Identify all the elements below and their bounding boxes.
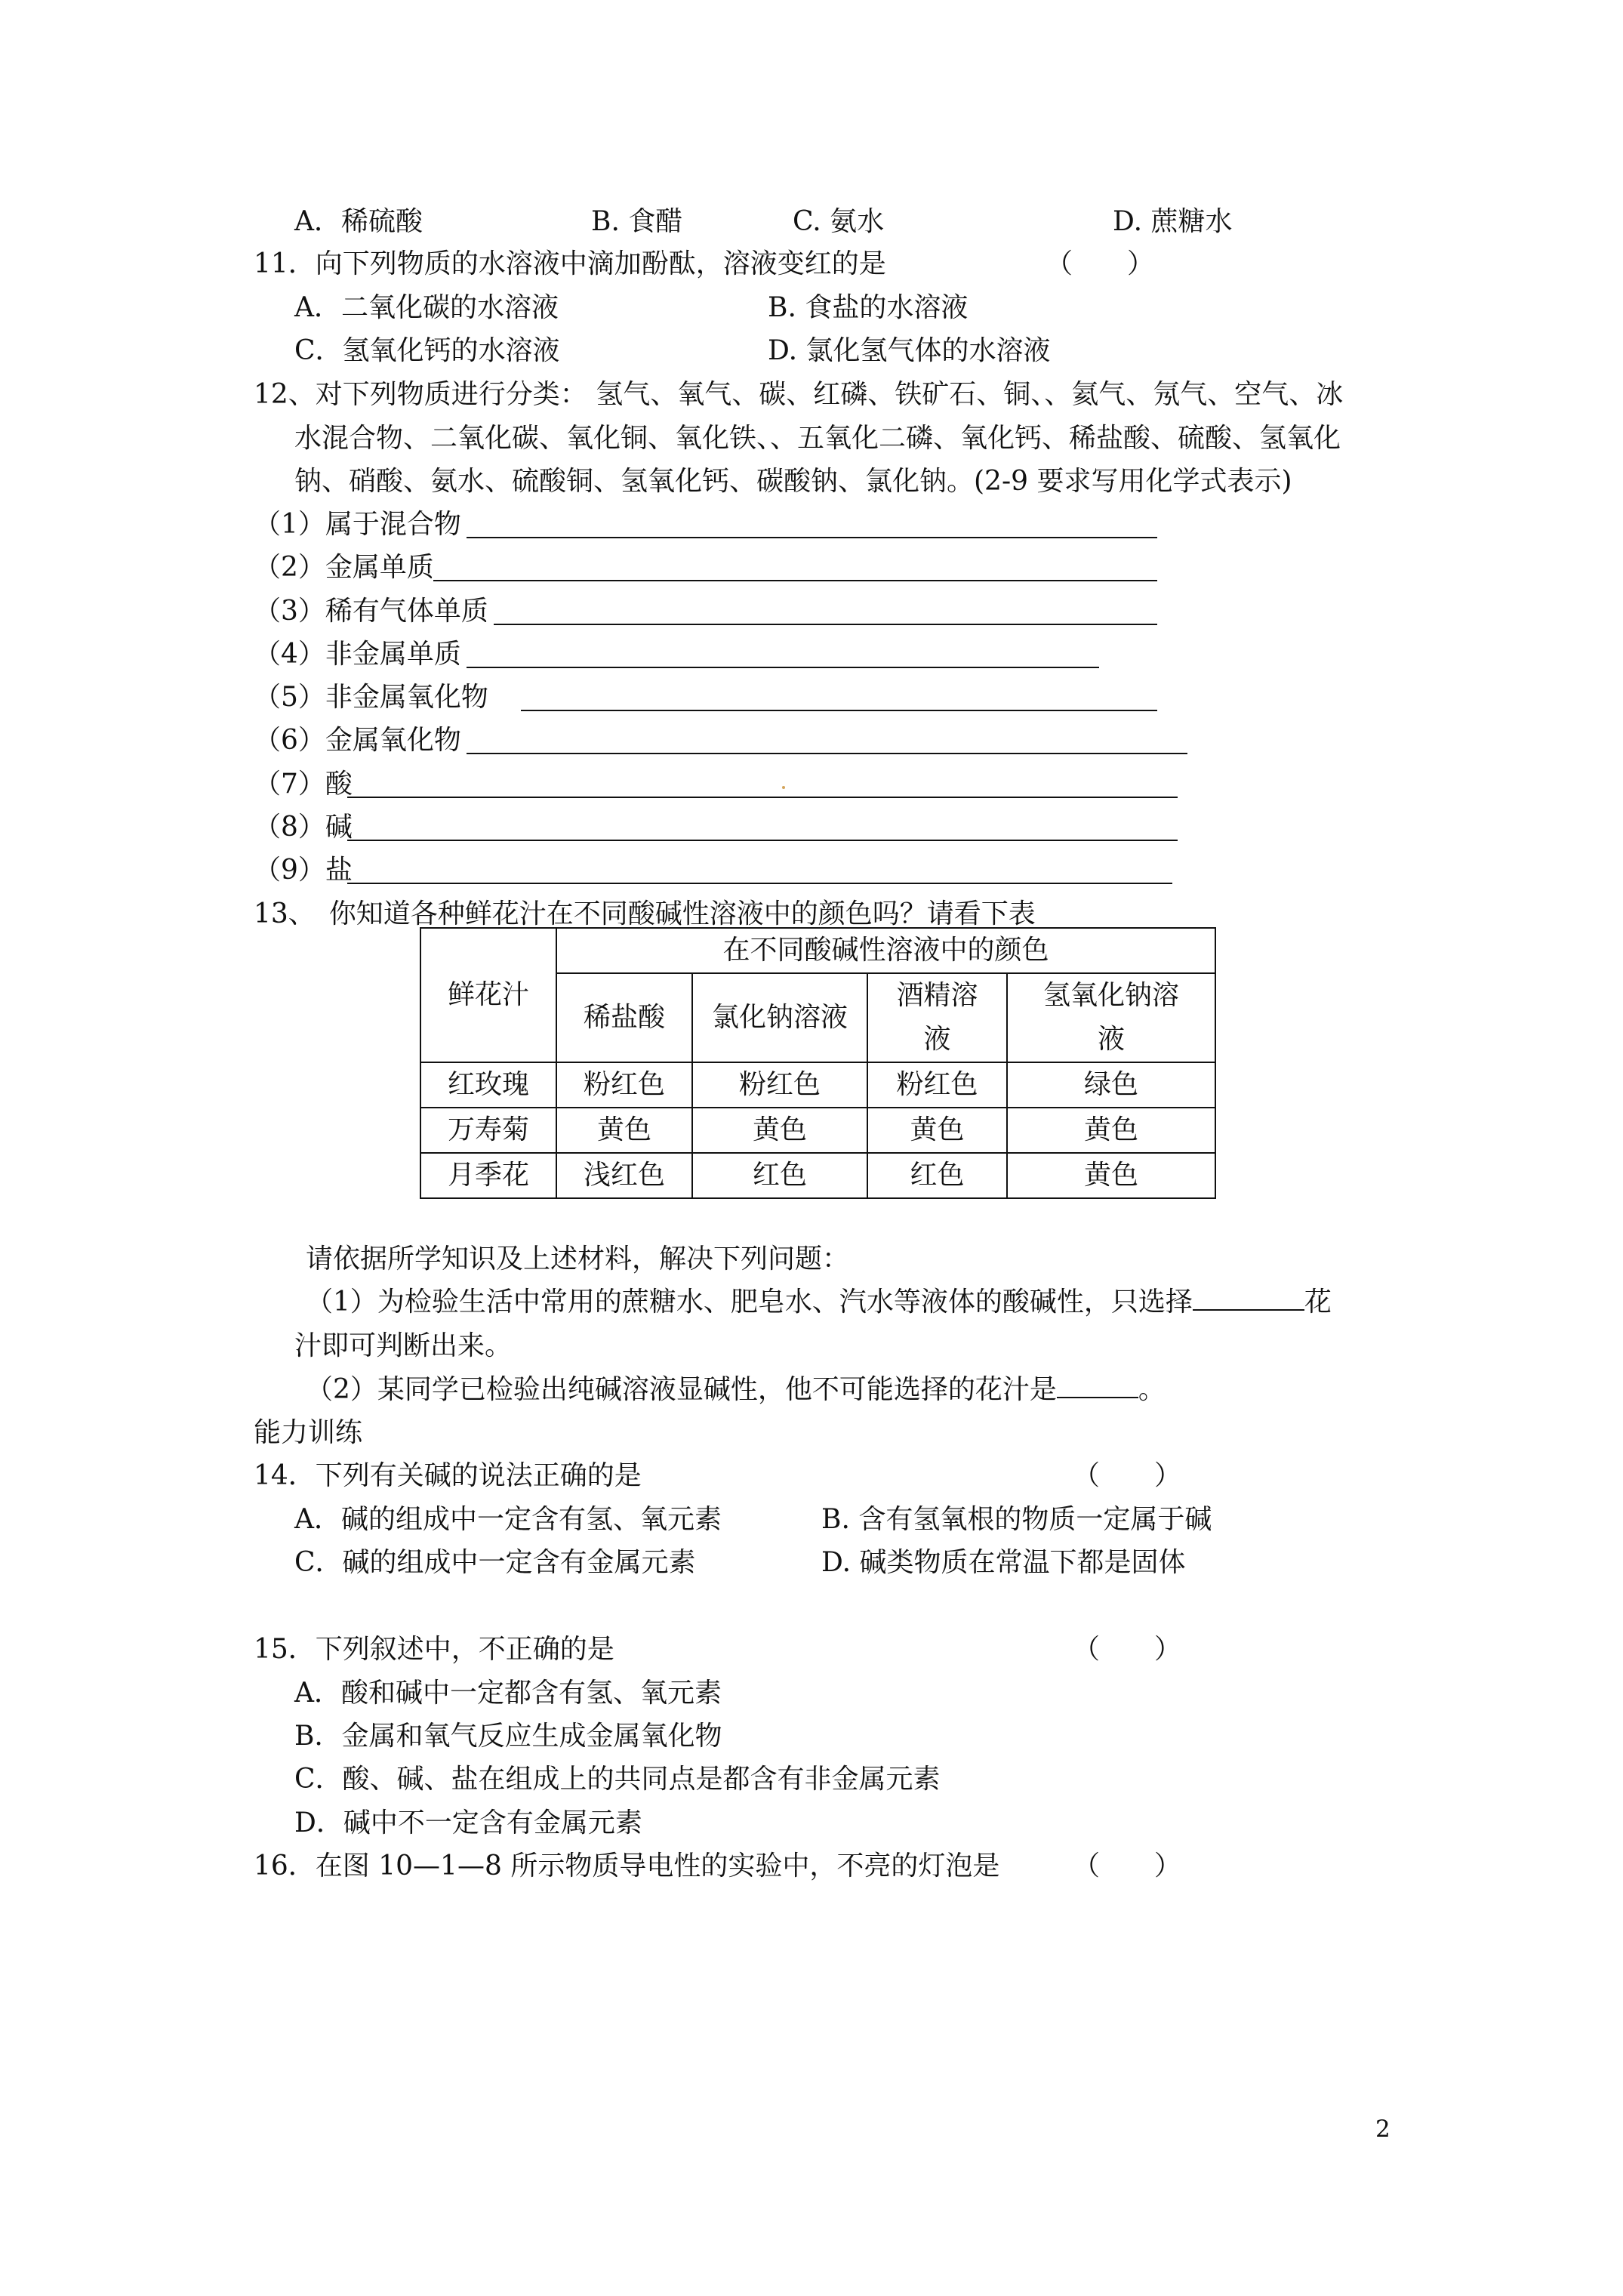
q12-text-line-2: 水混合物、二氧化碳、氧化铜、氧化铁、、五氧化二磷、氧化钙、稀盐酸、硫酸、氢氧化 xyxy=(294,423,1341,454)
q13-stem: 13、 你知道各种鲜花汁在不同酸碱性溶液中的颜色吗？请看下表 xyxy=(254,898,1036,929)
q12-blank-1[interactable] xyxy=(467,537,1157,538)
table-column-header: 氯化钠溶液 xyxy=(692,973,867,1062)
table-cell: 黄色 xyxy=(692,1108,867,1153)
q16-stem: 16．在图 10—1—8 所示物质导电性的实验中，不亮的灯泡是 xyxy=(254,1851,1000,1881)
q10-option-b: B. 食醋 xyxy=(591,206,683,237)
q12-item-4: （4）非金属单质 xyxy=(254,639,461,670)
q12-text-line-1: 12、对下列物质进行分类： 氢气、氧气、碳、红磷、铁矿石、铜、、氦气、氖气、空气、冰 xyxy=(254,379,1344,410)
q13-intro: 请依据所学知识及上述材料，解决下列问题： xyxy=(306,1244,850,1274)
table-row-flower: 红玫瑰 xyxy=(420,1062,556,1108)
q15-option-c: C．酸、碱、盐在组成上的共同点是都含有非金属元素 xyxy=(294,1764,941,1795)
q15-option-d: D．碱中不一定含有金属元素 xyxy=(294,1808,642,1838)
q11-option-b: B. 食盐的水溶液 xyxy=(768,292,969,323)
column-header-text: 氢氧化钠溶液 xyxy=(1042,980,1179,1055)
q11-option-c: C．氢氧化钙的水溶液 xyxy=(294,335,560,366)
table-column-header xyxy=(867,973,1007,1062)
q14-option-a: A．碱的组成中一定含有氢、氧元素 xyxy=(294,1504,722,1535)
q13-sub2-suffix: 。 xyxy=(1138,1374,1166,1405)
q13-sub1-blank[interactable] xyxy=(1193,1309,1304,1311)
q12-text-line-3: 钠、硝酸、氨水、硫酸铜、氢氧化钙、碳酸钠、氯化钠。(2-9 要求写用化学式表示) xyxy=(294,466,1292,497)
q12-item-8: （8）碱 xyxy=(254,812,353,843)
section-title: 能力训练 xyxy=(254,1417,363,1448)
q13-sub2-text: （2）某同学已检验出纯碱溶液显碱性，他不可能选择的花汁是 xyxy=(306,1374,1057,1405)
q13-sub2-line xyxy=(306,1376,1166,1404)
q12-item-1: （1）属于混合物 xyxy=(254,509,461,540)
q16-answer-paren[interactable]: （ ） xyxy=(1073,1851,1182,1881)
q14-answer-paren[interactable]: （ ） xyxy=(1073,1460,1182,1491)
column-header-text: 酒精溶液 xyxy=(896,980,978,1055)
q11-answer-paren[interactable]: （ ） xyxy=(1046,248,1155,279)
q10-option-c: C. 氨水 xyxy=(793,206,885,237)
q15-stem: 15．下列叙述中，不正确的是 xyxy=(254,1634,614,1665)
q12-blank-9[interactable] xyxy=(347,883,1172,884)
q13-sub1-line xyxy=(306,1289,1332,1316)
page-number: 2 xyxy=(1375,2116,1390,2143)
q11-stem: 11．向下列物质的水溶液中滴加酚酞，溶液变红的是 xyxy=(254,248,886,279)
table-cell: 粉红色 xyxy=(867,1062,1007,1108)
q15-answer-paren[interactable]: （ ） xyxy=(1073,1634,1182,1665)
q15-option-a: A．酸和碱中一定都含有氢、氧元素 xyxy=(294,1678,722,1709)
q13-sub1-suffix: 花 xyxy=(1304,1287,1332,1318)
q10-option-d: D. 蔗糖水 xyxy=(1113,206,1233,237)
table-cell: 绿色 xyxy=(1007,1062,1215,1108)
table-row xyxy=(420,1153,1215,1198)
q12-blank-5[interactable] xyxy=(521,710,1157,711)
q12-item-6: （6）金属氧化物 xyxy=(254,725,461,756)
q11-option-a: A．二氧化碳的水溶液 xyxy=(294,292,559,323)
table-column-header xyxy=(1007,973,1215,1062)
stray-dot xyxy=(782,786,785,789)
table-row-flower: 万寿菊 xyxy=(420,1108,556,1153)
q14-option-b: B. 含有氢氧根的物质一定属于碱 xyxy=(821,1504,1212,1535)
table-row xyxy=(420,1108,1215,1153)
table-group-header: 在不同酸碱性溶液中的颜色 xyxy=(556,928,1215,973)
q12-blank-2[interactable] xyxy=(433,580,1157,581)
q12-item-5: （5）非金属氧化物 xyxy=(254,682,488,713)
table-cell: 粉红色 xyxy=(556,1062,692,1108)
q12-blank-7[interactable] xyxy=(347,797,1178,798)
q13-sub1-continuation: 汁即可判断出来。 xyxy=(294,1330,513,1361)
table-cell: 红色 xyxy=(867,1153,1007,1198)
table-cell: 粉红色 xyxy=(692,1062,867,1108)
q12-blank-8[interactable] xyxy=(347,840,1178,841)
q12-blank-3[interactable] xyxy=(494,624,1157,625)
q14-option-d: D. 碱类物质在常温下都是固体 xyxy=(821,1547,1186,1578)
q10-option-a: A．稀硫酸 xyxy=(294,206,423,237)
table-cell: 黄色 xyxy=(556,1108,692,1153)
flower-juice-color-table xyxy=(420,927,1216,1190)
table-cell: 黄色 xyxy=(867,1108,1007,1153)
table-row-flower: 月季花 xyxy=(420,1153,556,1198)
q15-option-b: B．金属和氧气反应生成金属氧化物 xyxy=(294,1721,722,1752)
table-cell: 黄色 xyxy=(1007,1153,1215,1198)
q14-option-c: C．碱的组成中一定含有金属元素 xyxy=(294,1547,696,1578)
table-cell: 浅红色 xyxy=(556,1153,692,1198)
q12-blank-6[interactable] xyxy=(467,753,1187,754)
table-row xyxy=(420,1062,1215,1108)
q12-item-9: （9）盐 xyxy=(254,855,353,886)
q13-sub1-text: （1）为检验生活中常用的蔗糖水、肥皂水、汽水等液体的酸碱性，只选择 xyxy=(306,1287,1193,1318)
q13-sub2-blank[interactable] xyxy=(1057,1397,1138,1398)
q12-item-3: （3）稀有气体单质 xyxy=(254,596,488,627)
q12-blank-4[interactable] xyxy=(467,667,1099,668)
table-cell: 黄色 xyxy=(1007,1108,1215,1153)
q11-option-d: D. 氯化氢气体的水溶液 xyxy=(768,335,1051,366)
table-corner-header: 鲜花汁 xyxy=(420,928,556,1062)
table-cell: 红色 xyxy=(692,1153,867,1198)
q14-stem: 14．下列有关碱的说法正确的是 xyxy=(254,1460,642,1491)
q12-item-2: （2）金属单质 xyxy=(254,552,434,583)
table-column-header: 稀盐酸 xyxy=(556,973,692,1062)
q12-item-7: （7）酸 xyxy=(254,769,353,800)
